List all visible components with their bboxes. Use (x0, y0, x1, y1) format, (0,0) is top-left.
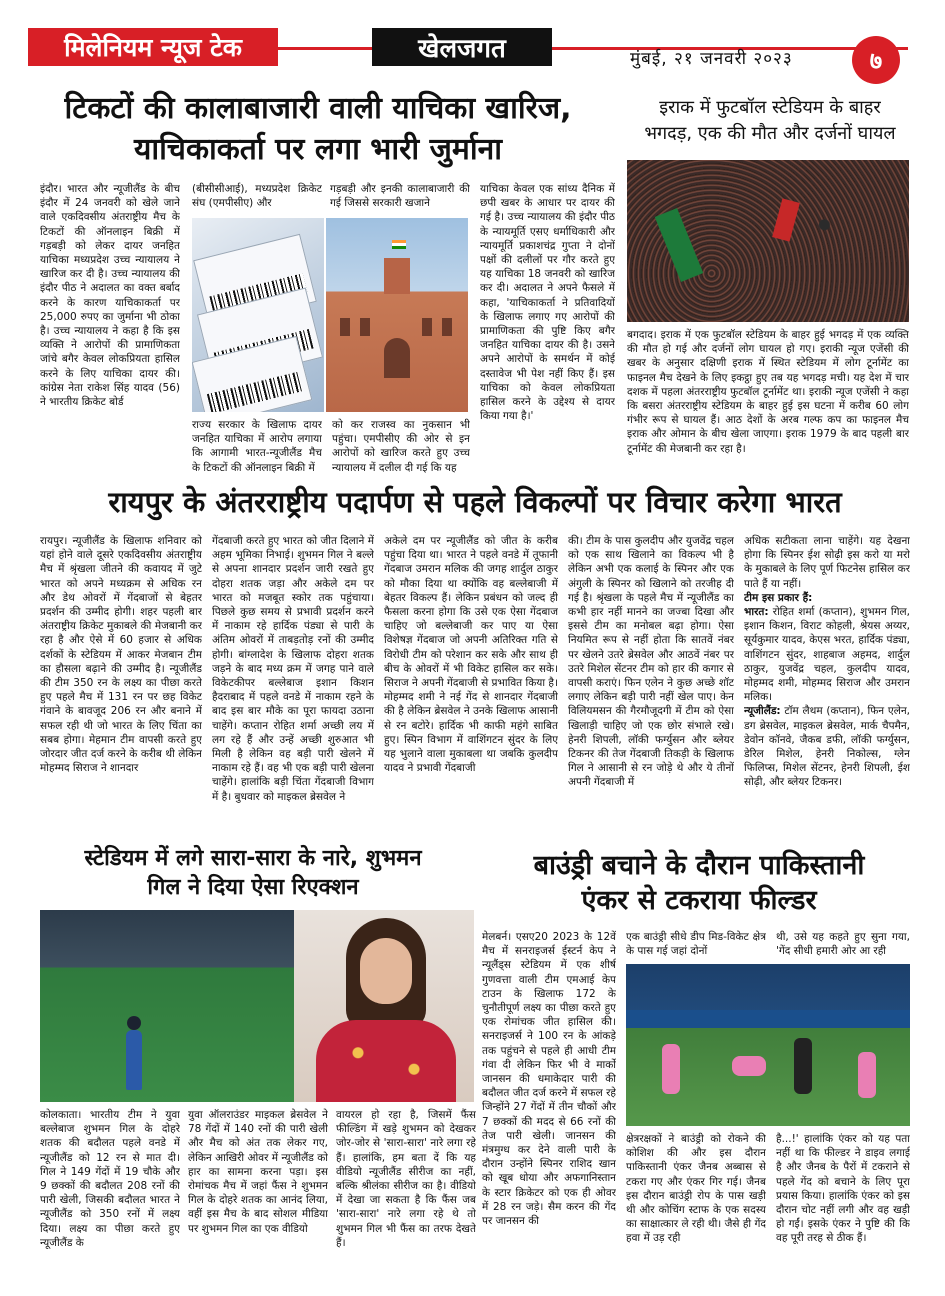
article4-col2: युवा ऑलराउंडर माइकल ब्रेसवेल ने 78 गेंदों में 140 रनों की पारी खेली और मैच को अंत तक लेकर गए, लेकिन आखिरी ओवर में न्यूजीलैंड को हार का सामना करना पड़ा। इस रोमांचक मैच में जहां फैंस ने शुभमन गिल के दोहरे शतक का आनंद लिया, वहीं इस मैच के बाद सोशल मीडिया पर शुभमन गिल का एक वीडियो (188, 1109, 328, 1235)
paper-name: मिलेनियम न्यूज टेक (64, 33, 242, 62)
crowd-flag-red (772, 198, 800, 241)
sara-portrait-photo (294, 910, 474, 1102)
portrait-face (360, 938, 412, 1004)
fielder-pink-2 (732, 1056, 766, 1076)
paper-name-banner (28, 28, 278, 66)
article5-col2-bottom: क्षेत्ररक्षकों ने बाउंड्री को रोकने की कोशिश की और इस दौरान पाकिस्तानी एंकर जैनब अब्बास से टकरा गए और एंकर गिर गई। जैनब इस दौरान बाउंड्री रोप के पास खड़ी थी और कोचिंग स्टाफ के एक सदस्य का साक्षात्कार ले रही थी। जैसे ही गेंद हवा में उड़ रही (626, 1133, 766, 1245)
court-flag-icon (392, 240, 406, 249)
article1-col1: इंदौर। भारत और न्यूजीलैंड के बीच इंदौर में 24 जनवरी को खेले जाने वाले एकदिवसीय अंतराष्ट्रीय मैच के टिकटों की ऑनलाइन बिक्री में गड़बड़ी को लेकर दायर जनहित याचिका मध्यप्रदेश उच्च न्यायालय ने खारिज कर दी है। उच्च न्यायालय की इंदौर पीठ ने अदालत का वक्त बर्बाद करने के कारण याचिकाकर्ता पर 25,000 रुपए का जुर्माना भी ठोका है। उच्च न्यायालय ने कहा है कि इस व्यक्ति ने आरोपों की प्रामाणिकता जांचे बगैर केवल लोकप्रियता हासिल करने के लिए याचिका दायर की। कांग्रेस नेता राकेश सिंह यादव (56) ने भारतीय क्रिकेट बोर्ड (40, 183, 180, 409)
fielder-pink-3 (858, 1052, 876, 1098)
page-number: ७ (869, 46, 883, 75)
article3-headline: रायपुर के अंतरराष्ट्रीय पदार्पण से पहले विकल्पों पर विचार करेगा भारत (108, 485, 842, 519)
fielder-pink-1 (662, 1044, 680, 1094)
fielder-figure (126, 1030, 142, 1090)
article1-col2-bottom: राज्य सरकार के खिलाफ दायर जनहित याचिका में आरोप लगाया कि आगामी भारत-न्यूजीलैंड मैच के टिकटों की ऑनलाइन बिक्री में (192, 419, 322, 474)
nz-team-label: न्यूजीलैंड: (744, 705, 781, 718)
article1-col4: याचिका केवल एक सांध्य दैनिक में छपी खबर के आधार पर दायर की गई है। उच्च न्यायालय की इंदौर पीठ के न्यायमूर्ति एसए धर्माधिकारी और न्यायमूर्ति प्रकाशचंद्र गुप्ता ने दोनों पक्षों की दलीलों पर गौर करते हुए यह याचिका 18 जनवरी को खारिज कर दी। अदालत ने अपने फैसले में कहा, 'याचिकाकर्ता ने प्रतिवादियों के खिलाफ लगाए गए आरोपों की प्रामाणिकता की पुष्टि किए बगैर जनहित याचिका दायर की है। उसने अपने आरोपों के समर्थन में कोई दस्तावेज भी पेश नहीं किए हैं। इस याचिका को केवल लोकप्रियता हासिल करने के उद्देश्य से दायर किया गया है।' (480, 183, 615, 423)
court-window-4 (442, 318, 452, 336)
article5-col2-top: एक बाउंड्री सीधे डीप मिड-विकेट क्षेत्र के पास गई जहां दोनों (626, 931, 766, 958)
article3-col5-intro: अधिक सटीकता लाना चाहेंगे। यह देखना होगा कि स्पिनर ईश सोढ़ी इस करो या मरो के मुकाबले के लिए पूर्ण फिटनेस हासिल कर पाते हैं या नहीं। (744, 535, 910, 590)
article4-headline-line1: स्टेडियम में लगे सारा-सारा के नारे, शुभमन (84, 846, 422, 871)
court-window-2 (360, 318, 370, 336)
article1-headline-line1: टिकटों की कालाबाजारी वाली याचिका खारिज, (64, 91, 572, 126)
high-court-photo (326, 218, 468, 412)
crowd-flag-green (655, 208, 703, 282)
court-window-3 (422, 318, 432, 336)
article1-col2-top: (बीसीसीआई), मध्यप्रदेश क्रिकेट संघ (एमपीसीए) और (192, 183, 322, 210)
court-tower (384, 258, 410, 294)
article1-col3-bottom: को कर राजस्व का नुकसान भी पहुंचा। एमपीसीए की ओर से इन आरोपों को खारिज करते हुए उच्च न्यायालय में दलील दी गई कि यह (332, 419, 470, 474)
section-name: खेलजगत (418, 34, 506, 64)
article1-col3-top: गड़बड़ी और इनकी कालाबाजारी की गई जिससे सरकारी खजाने (330, 183, 470, 210)
article3-col3: अकेले दम पर न्यूजीलैंड को जीत के करीब पहुंचा दिया था। भारत ने पहले वनडे में तूफानी गेंदबाज उमरान मलिक की जगह शार्दुल ठाकुर को मौका दिया था क्योंकि वह बल्लेबाजी में बेहतर विकल्प हैं। लेकिन प्रबंधन को जल्द ही फैसला करना होगा कि उसे एक ऐसा गेंदबाज चाहिए जो बल्लेबाजी कर पाए या ऐसा विशेषज्ञ गेंदबाज जो अपनी अतिरिक्त गति से विरोधी टीम को परेशान कर सके और साथ ही बीच के ओवरों में भी विकेट हासिल कर सके। सिराज ने अपनी गेंदबाजी से प्रभावित किया है। मोहम्मद शमी ने नई गेंद से शानदार गेंदबाजी की है लेकिन ब्रेसवेल ने उनके खिलाफ आसानी से रन बटोरे। हार्दिक भी काफी महंगे साबित हुए। स्पिन विभाग में वाशिंगटन सुंदर के लिए यह भुलाने वाला मुकाबला था जबकि कुलदीप यादव ने प्रभावी गेंदबाजी (384, 535, 558, 775)
article2-headline-line1: इराक में फुटबॉल स्टेडियम के बाहर (659, 97, 881, 118)
court-window-1 (340, 318, 350, 336)
article3-col5 (744, 534, 910, 832)
article5-col3-top: थी, उसे यह कहते हुए सुना गया, 'गेंद सीधी हमारी ओर आ रही (776, 931, 910, 958)
stampede-crowd-photo (627, 160, 909, 322)
article2-headline-line2: भगदड़, एक की मौत और दर्जनों घायल (644, 122, 896, 144)
article3-col1: रायपुर। न्यूजीलैंड के खिलाफ शनिवार को यहां होने वाले दूसरे एकदिवसीय अंतराष्ट्रीय मैच में श्रृंखला जीतने की कवायद में जुटे भारत को अपने मध्यक्रम से अधिक रन और डेथ ओवरों में गेंदबाजों से बेहतर प्रदर्शन की उम्मीद होगी। शहर पहली बार अंतराष्ट्रीय क्रिकेट मुकाबले की मेजबानी कर रहा है और ऐसे में 60 हजार से अधिक दर्शकों के स्टेडियम में आकर मेजबान टीम का हौसला बढ़ाने की उम्मीद है। न्यूजीलैंड की टीम 350 रन के लक्ष्य का पीछा करते हुए पहले मैच में 131 रन पर छह विकेट गंवाने के बावजूद 206 रन और बनाने में सफल रही थी जो भारत के लिए चिंता का सबब होगा। मेहमान टीम वापसी करते हुए जोरदार जीत दर्ज करने के करीब थी लेकिन मोहम्मद सिराज ने शानदार (40, 535, 202, 775)
article3-col4: की। टीम के पास कुलदीप और युजवेंद्र चहल को एक साथ खिलाने का विकल्प भी है लेकिन अभी एक कलाई के स्पिनर और एक अंगुली के स्पिनर को खिलाने को तरजीह दी गई है। श्रृंखला के पहले मैच में न्यूजीलैंड का कभी हार नहीं मानने का जज्बा दिखा और इससे टीम का मनोबल बढ़ा होगा। ऐसा नियमित रूप से नहीं होता कि सातवें नंबर पर खेलने उतरे ब्रेसवेल और आठवें नंबर पर उतरे मिशेल सेंटनर टीम को हार की कगार से वापसी कराएं। फिन एलेन ने कुछ अच्छे शॉट लगाए लेकिन बड़ी पारी नहीं खेल पाए। केन विलियमसन की गैरमौजूदगी में टीम को ऐसा खिलाड़ी चाहिए जो एक छोर संभाले रखे। हेनरी शिपली, लॉकी फर्ग्युसन और ब्लेयर टिकनर की तेज गेंदबाजी तिकड़ी के खिलाफ गिल ने आसानी से रन जोड़े थे और ये तीनों अपनी गेंदबाजी में (568, 535, 734, 789)
section-banner (372, 28, 552, 66)
india-team-list: रोहित शर्मा (कप्तान), शुभमन गिल, इशान किशन, विराट कोहली, श्रेयस अय्यर, सूर्यकुमार यादव, केएस भरत, हार्दिक पंड्या, वाशिंगटन सुंदर, शाहबाज अहमद, शार्दुल ठाकुर, युजवेंद्र चहल, कुलदीप यादव, मोहम्मद शमी, मोहम्मद सिराज और उमरान मलिक। (744, 606, 910, 704)
article1-headline (28, 92, 608, 167)
court-arch (384, 338, 410, 378)
ticket-barcode-3 (207, 372, 303, 412)
article5-headline-line2: एंकर से टकराया फील्डर (581, 885, 817, 917)
page-number-badge (852, 36, 900, 84)
article5-headline (484, 850, 914, 916)
india-team-label: भारत: (744, 606, 769, 619)
article2-headline (624, 98, 916, 144)
article2-body: बगदाद। इराक में एक फुटबॉल स्टेडियम के बाहर हुई भगदड़ में एक व्यक्ति की मौत हो गई और दर्जनों लोग घायल हो गए। इराकी न्यूज एजेंसी की खबर के अनुसार दक्षिणी इराक में स्थित स्टेडियम में लोग टूर्नामेंट का फाइनल मैच देखने के लिए इकट्ठा हुए तब यह भगदड़ मची। यह देश में चार दशक में पहला अंतरराष्ट्रीय फुटबॉल टूर्नामेंट था। इराकी न्यूज एजेंसी ने कहा कि बसरा अंतरराष्ट्रीय स्टेडियम के बाहर हुई इस घटना में करीब 60 लोग गंभीर रूप से घायल हैं। आठ देशों के अरब गल्फ कप का फाइनल मैच इराक और ओमान के बीच खेला जाएगा। इराक 1979 के बाद पहली बार टूर्नामेंट की मेजबानी कर रहा है। (627, 329, 909, 455)
article4-col3: वायरल हो रहा है, जिसमें फैंस फील्डिंग में खड़े शुभमन को देखकर जोर-जोर से 'सारा-सारा' नारे लगा रहे हैं। हालांकि, हम बता दें कि यह वीडियो न्यूजीलैंड सीरीज का नहीं, बल्कि श्रीलंका सीरीज का है। वीडियो में देखा जा सकता है कि फैंस जब 'सारा-सारा' नारे लगा रहे थे तो शुभमन गिल भी फैंस का तरफ देखते हैं। (336, 1109, 476, 1249)
portrait-dress (316, 1020, 456, 1102)
fielder-head (127, 1016, 141, 1030)
issue-date: मुंबई, २१ जनवरी २०२३ (630, 49, 793, 69)
article1-headline-line2: याचिकाकर्ता पर लगा भारी जुर्माना (133, 131, 503, 167)
article4-headline-line2: गिल ने दिया ऐसा रिएक्शन (147, 875, 359, 901)
article5-col3-bottom: है...!' हालांकि एंकर को यह पता नहीं था कि फील्डर ने डाइव लगाई है और जैनब के पैरों में टकराने से पहले गेंद को बचाने के लिए पूरा प्रयास किया। हालांकि एंकर को इस दौरान चोट नहीं लगी और वह खड़ी हो गईं। इसके एंकर ने पुष्टि की कि वह पूरी तरह से ठीक हैं। (776, 1133, 910, 1245)
article5-headline-line1: बाउंड्री बचाने के दौरान पाकिस्तानी (533, 850, 865, 881)
fielder-collision-photo (626, 964, 910, 1126)
anchor-figure (794, 1038, 812, 1094)
article3-col2: गेंदबाजी करते हुए भारत को जीत दिलाने में अहम भूमिका निभाई। शुभमन गिल ने बल्ले से अपना शानदार प्रदर्शन जारी रखते हुए दोहरा शतक जड़ा और अकेले दम पर भारत को मजबूत स्कोर तक पहुंचाया। पिछले कुछ समय से प्रभावी प्रदर्शन करने में नाकाम रहे हार्दिक पंड्या से पारी के अंतिम ओवरों में ताबड़तोड़ रनों की उम्मीद होगी। बांग्लादेश के खिलाफ दोहरा शतक जड़ने के बाद मध्य क्रम में जगह पाने वाले विकेटकीपर बल्लेबाज इशान किशन हैदराबाद में पहले वनडे में नाकाम रहने के बाद इस बार मौके का पूरा फायदा उठाना चाहेंगे। कप्तान रोहित शर्मा अच्छी लय में लग रहे हैं और उन्हें अच्छी शुरुआत भी मिली है लेकिन वह बड़ी पारी खेलने में नाकाम रहे हैं। वह भी एक बड़ी पारी खेलना चाहेंगे। हालांकि बड़ी चिंता गेंदबाजी विभाग में है। बुधवार को माइकल ब्रेसवेल ने (212, 535, 374, 803)
ad-board (626, 1010, 910, 1028)
teams-heading: टीम इस प्रकार हैं: (744, 591, 813, 604)
article5-col1: मेलबर्न। एसए20 2023 के 12वें मैच में सनराइजर्स ईस्टर्न केप ने न्यूलैंड्स स्टेडियम में एक शीर्ष गुणवत्ता वाली टीम एमआई केप टाउन के खिलाफ 172 के चुनौतीपूर्ण लक्ष्य का पीछा करते हुए एक रोमांचक जीत हासिल की। सनराइजर्स ने 100 रन के आंकड़े तक पहुंचने से पहले ही आधी टीम गंवा दी लेकिन फिर भी वे मार्को जानसन की धमाकेदार पारी की बदौलत जीत दर्ज करने में सफल रहे जिन्होंने 27 गेंदों में तीन चौकों और 7 छक्कों की मदद से 66 रनों की तेज पारी खेली। जानसन की मंत्रमुग्ध कर देने वाली पारी के दौरान उन्होंने स्पिनर राशिद खान को खूब धोया और अफगानिस्तान के स्टार क्रिकेटर को एक ही ओवर में 28 रन जड़े। सैम करन की गेंद पर जानसन की (482, 931, 616, 1228)
nz-team-list: टॉम लैथम (कप्तान), फिन एलेन, डग ब्रेसवेल, माइकल ब्रेसवेल, मार्क चैपमैन, डेवोन कॉनवे, जैकब डफी, लॉकी फर्ग्युसन, डेरिल मिशेल, हेनरी निकोल्स, ग्लेन फिलिप्स, मिशेल सेंटनर, हेनरी शिपली, ईश सोढ़ी, और ब्लेयर टिकनर। (744, 705, 910, 789)
article4-headline (28, 846, 478, 901)
article4-col1: कोलकाता। भारतीय टीम ने युवा बल्लेबाज शुभमन गिल के दोहरे शतक की बदौलत पहले वनडे में न्यूजीलैंड को 12 रन से मात दी। गिल ने 149 गेंदों में 19 चौके और 9 छक्कों की बदौलत 208 रनों की पारी खेली, जिसकी बदौलत भारत ने न्यूजीलैंड को 350 रनों में लक्ष्य दिया। लक्ष्य का पीछा करते हुए न्यूजीलैंड के (40, 1109, 180, 1249)
tickets-photo (192, 218, 324, 412)
